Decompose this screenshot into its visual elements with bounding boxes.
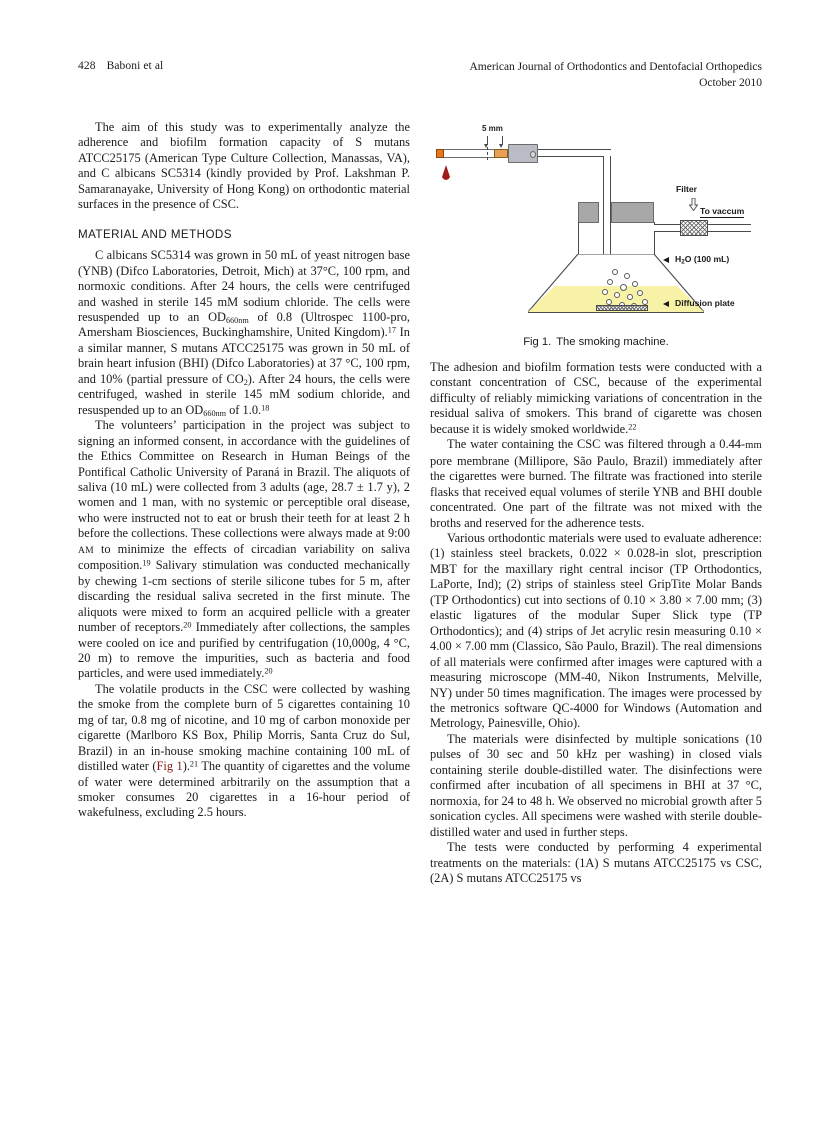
figure-1-link[interactable]: Fig 1 bbox=[156, 759, 183, 774]
bubble bbox=[637, 290, 643, 296]
time-meridiem: AM bbox=[78, 544, 94, 556]
figure-caption bbox=[430, 336, 762, 348]
reference-21: 21 bbox=[189, 759, 199, 769]
diffusion-plate-label: Diffusion plate bbox=[675, 298, 735, 308]
bubble bbox=[612, 269, 618, 275]
issue-date: October 2010 bbox=[699, 76, 762, 89]
smoke-tube-horizontal-top bbox=[538, 149, 611, 157]
dimension-label-5mm: 5 mm bbox=[482, 124, 503, 133]
figure-1 bbox=[430, 118, 762, 348]
journal-title: American Journal of Orthodontics and Dentofacial Orthopedics bbox=[469, 61, 762, 73]
left-text-column bbox=[78, 120, 410, 821]
water-label: $H_2O$ (100 mL) bbox=[675, 254, 730, 266]
reference-22: 22 bbox=[628, 422, 637, 432]
bubble bbox=[614, 292, 620, 298]
paragraph-volatile-products: The volatile products in the CSC were collected by washing the smoke from the complete burn of 5 cigarettes containing 10 mg of tar, 0.8 mg of nicotine, and 10 mg of carbon monoxide per cigarette (Marlboro KS Box, Philip Morris, Santa Cruz do Sul, Brazil) in an in-house smoking machine containing 100 mL of distilled water (Fig 1).$^{21}$ The quantity of cigarettes and the volume of water were determined arbitrarily on the assumption that a smoker consumes 20 cigarettes in a 16-hour period of wakefulness, excluding 2.5 hours. bbox=[78, 681, 410, 820]
vacuum-label: To vaccum bbox=[700, 206, 745, 216]
right-text-column bbox=[430, 360, 762, 886]
running-head-left bbox=[78, 60, 163, 72]
reference-20a: 20 bbox=[183, 620, 192, 630]
flask-stopper-right bbox=[611, 202, 654, 223]
paragraph-adhesion-tests: The adhesion and biofilm formation tests were conducted with a constant concentration of CSC, because of the experimental difficulty of reliably mimicking variations of concentration in the residual saliva of smokers. This brand of cigarette was chosen because it is widely smoked worldwide.$^{22}$ bbox=[430, 360, 762, 436]
connector-port bbox=[530, 151, 536, 158]
water-label-arrow-icon bbox=[663, 257, 669, 263]
diffusion-plate-arrow-icon bbox=[663, 301, 669, 307]
bubble bbox=[632, 281, 638, 287]
diffusion-plate bbox=[596, 305, 648, 311]
filter-pointer-arrow-icon bbox=[689, 198, 698, 211]
bubble bbox=[602, 289, 608, 295]
flame-icon bbox=[441, 165, 451, 180]
cigarette-filter-band bbox=[494, 149, 508, 158]
figure-caption-number: Fig 1. bbox=[523, 336, 552, 348]
flask-stopper-left bbox=[578, 202, 599, 223]
flask-neck-left-wall bbox=[578, 222, 579, 256]
side-arm-tube bbox=[654, 224, 680, 232]
vacuum-tube bbox=[708, 224, 751, 232]
page-folio: 428 bbox=[78, 60, 96, 72]
bubble bbox=[620, 284, 627, 291]
section-heading-material-and-methods: MATERIAL AND METHODS bbox=[78, 227, 232, 241]
cigarette-burning-tip bbox=[436, 149, 444, 158]
paragraph-experimental-treatments: The tests were conducted by performing 4 experimental treatments on the materials: (1A) S mutans ATCC25175 vs CSC, (2A) S mutans ATCC25175 vs bbox=[430, 840, 762, 885]
running-head-authors: Baboni et al bbox=[106, 60, 164, 72]
unit-millimeter: mm bbox=[745, 440, 762, 452]
bubble bbox=[607, 279, 613, 285]
bubble bbox=[624, 273, 630, 279]
running-head bbox=[78, 60, 762, 100]
running-head-right bbox=[469, 60, 762, 91]
paragraph-orthodontic-materials: Various orthodontic materials were used to evaluate adherence: (1) stainless steel brackets, 0.022 × 0.028-in slot, prescription MBT for the maxillary right central incisor (TP Orthodontics, LaPorte, Ind); (2) strips of stainless steel GripTite Molar Bands (TP Orthodontics) cut into sections of 0.10 × 3.80 × 7.00 mm; (3) elastic ligatures of the modular Super Slick type (TP Orthodontics); and (4) strips of Jet acrylic resin measuring 0.10 × 4.00 × 7.00 mm (Classico, São Paulo, Brazil). The real dimensions of all materials were confirmed after images were captured with a measuring microscope (MM-40, Nikon Instruments, Melville, NY) under 50 times magnification. The images were processed by the metronics software QC-4000 for Windows (Automation and Metrology, Painesville, Ohio). bbox=[430, 530, 762, 731]
reference-18: 18 bbox=[261, 403, 270, 413]
bubble bbox=[627, 294, 633, 300]
paragraph-culture-growth: C albicans SC5314 was grown in 50 mL of yeast nitrogen base (YNB) (Difco Laboratories, Detroit, Mich) at 37°C, 100 rpm, and normoxic conditions. After 24 hours, the cells were centrifuged and washed in sterile 145 mM sodium chloride. The cells were resuspended up to an $OD_{660nm}$ of 0.8 (Ultrospec 1100-pro, Amersham Biosciences, Buckinghamshire, United Kingdom).$^{17}$ In a similar manner, S mutans ATCC25175 was grown in 50 mL of brain heart infusion (BHI) (Difco Laboratories) at 37 °C, 100 rpm, and 10% (partial pressure of $CO_2$). After 24 hours, the cells were centrifuged, washed in sterile 145 mM sodium chloride, and resuspended up to an $OD_{660nm}$ of 1.0.18 bbox=[78, 248, 410, 418]
filter-label: Filter bbox=[676, 184, 698, 194]
paragraph-volunteers: The volunteers’ participation in the project was subject to signing an informed consent, in accordance with the guidelines of the Ethics Committee on Research in Human Beings of the Pontifical Catholic University of Paraná in Brazil. The aliquots of saliva (10 mL) were collected from 3 adults (age, 28.7 ± 1.7 y), 2 women and 1 man, with no systemic or perceptible oral disease, who were instructed not to eat or brush their teeth for at least 2 h before the collections. These collections were always made at 9:00 AM to minimize the effects of circadian variability on saliva composition.$^{19}$ Salivary stimulation was conducted mechanically by chewing 1-cm sections of sterile silicone tubes for 5 m, after discarding the residual saliva secreted in the first minute. The aliquots were mixed to form an acquired pellicle with a greater number of receptors.$^{20}$ Immediately after collections, the samples were cooled on ice and purified by centrifugation (10,000g, 4 °C, 20 m) to remove the impurities, such as bacteria and food particles, and were used immediately.$^{20}$ bbox=[78, 418, 410, 681]
figure-caption-text: The smoking machine. bbox=[556, 336, 669, 348]
reference-19: 19 bbox=[142, 558, 151, 568]
flask-base bbox=[528, 312, 704, 313]
paragraph-filtration: The water containing the CSC was filtered through a 0.44-mm pore membrane (Millipore, São Paulo, Brazil) immediately after the cigarettes were burned. The filtrate was fractioned into sterile flasks that received equal volumes of sterile YNB and BHI double concentrated. One part of the filtrate was not mixed with the broths and reserved for the adherence tests. bbox=[430, 437, 762, 530]
reference-20b: 20 bbox=[264, 666, 273, 676]
paragraph-aim: The aim of this study was to experimentally analyze the adherence and biofilm formation capacity of S mutans ATCC25175 (American Type Culture Collection, Manassas, VA), and C albicans SC5314 (kindly provided by Prof. Lakshman P. Samaranayake, University of Hong Kong) on orthodontic material surfaces in the presence of CSC. bbox=[78, 120, 410, 212]
filter-element bbox=[680, 220, 708, 236]
dimension-dashed-line bbox=[487, 147, 488, 160]
reference-17: 17 bbox=[387, 326, 396, 335]
smoking-machine-diagram bbox=[430, 118, 762, 328]
paragraph-disinfection: The materials were disinfected by multiple sonications (10 pulses of 30 sec and 50 kHz per washing) in closed vials containing sterile double-distilled water. The disinfections were confirmed after incubation of all specimens in BHI at 37 °C, normoxia, for 24 to 48 h. We observed no microbial growth after 5 sonication cycles. All specimens were washed with sterile double-distilled water and used in further steps. bbox=[430, 731, 762, 839]
dimension-tick-right-head bbox=[499, 144, 503, 148]
